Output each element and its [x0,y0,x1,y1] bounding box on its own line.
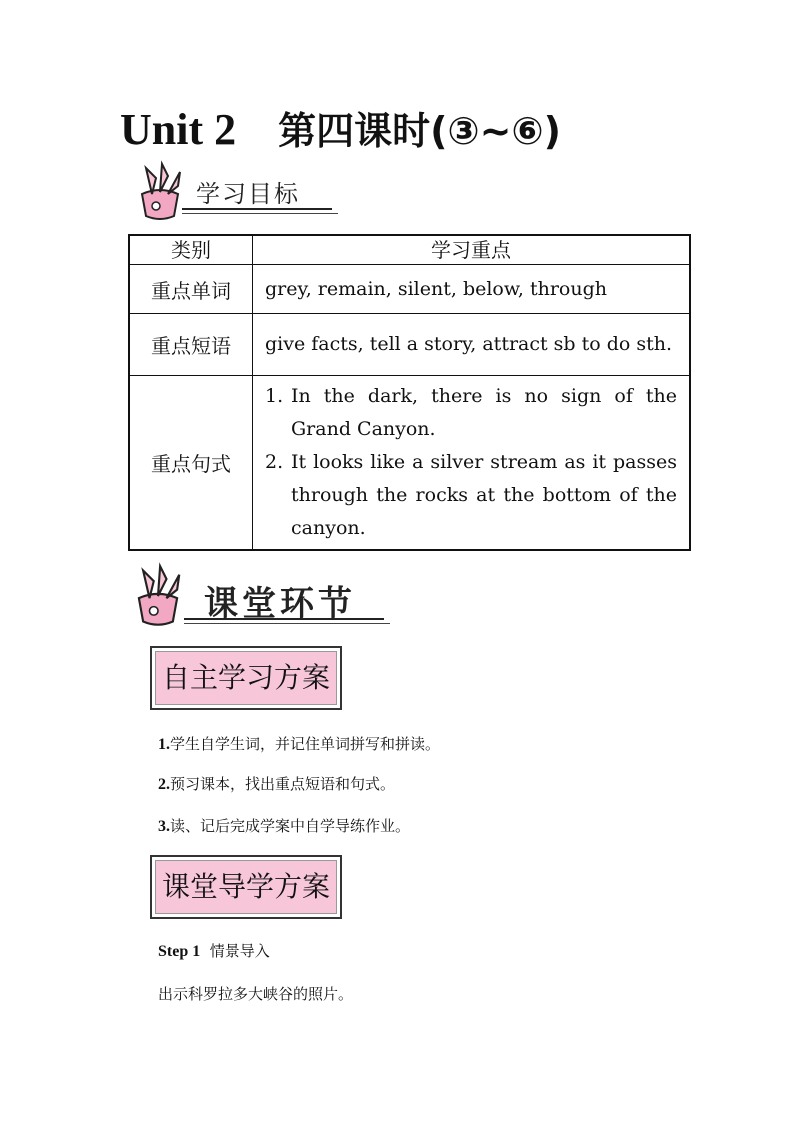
list-item [158,733,440,754]
table-row [129,314,690,376]
content-cell [253,376,691,551]
item-number: 1. [158,736,170,753]
section-banner-class [124,562,394,632]
lesson-label: 第四课时(③~⑥) [278,109,562,153]
table-row [129,376,690,551]
flower-pot-icon [124,562,192,630]
banner-underline-thin [182,213,338,214]
content-cell: grey, remain, silent, below, through [253,265,691,314]
banner-underline-thin [184,623,390,624]
banner-underline [182,208,332,210]
section-banner-goals [128,160,338,224]
page-title [120,98,720,162]
column-header-focus: 学习重点 [253,235,691,265]
flower-pot-icon [128,160,192,224]
item-text: In the dark, there is no sign of the Grand Canyon. [291,385,677,440]
item-text: 读、记后完成学案中自学导练作业。 [170,817,411,835]
table-row [129,265,690,314]
item-text: 预习课本，找出重点短语和句式。 [170,775,396,793]
column-header-category: 类别 [129,235,253,265]
item-number: 2. [158,776,170,793]
heading-text: 自主学习方案 [155,651,337,705]
goals-table [128,234,691,551]
table-header-row [129,235,690,265]
content-cell: give facts, tell a story, attract sb to do sth. [253,314,691,376]
list-item [265,446,677,545]
banner-underline [184,618,384,620]
category-cell: 重点句式 [129,376,253,551]
item-number: 2. [265,451,284,473]
list-item [158,773,395,794]
step-text: 出示科罗拉多大峡谷的照片。 [158,985,354,1003]
item-text: It looks like a silver stream as it passes through the rocks at the bottom of the canyon. [291,451,677,539]
list-item [158,815,410,836]
category-cell: 重点短语 [129,314,253,376]
step-heading [158,940,270,961]
section-label: 课堂环节 [204,584,356,624]
step-label: Step 1 [158,943,201,960]
heading-text: 课堂导学方案 [155,860,337,914]
step-title: 情景导入 [209,942,270,960]
list-item [265,380,677,446]
category-cell: 重点单词 [129,265,253,314]
section-label: 学习目标 [196,180,300,208]
self-study-heading [150,646,342,710]
item-number: 1. [265,385,284,407]
item-number: 3. [158,818,170,835]
item-text: 学生自学生词，并记住单词拼写和拼读。 [170,735,441,753]
class-guide-heading [150,855,342,919]
unit-label: Unit 2 [120,105,237,154]
